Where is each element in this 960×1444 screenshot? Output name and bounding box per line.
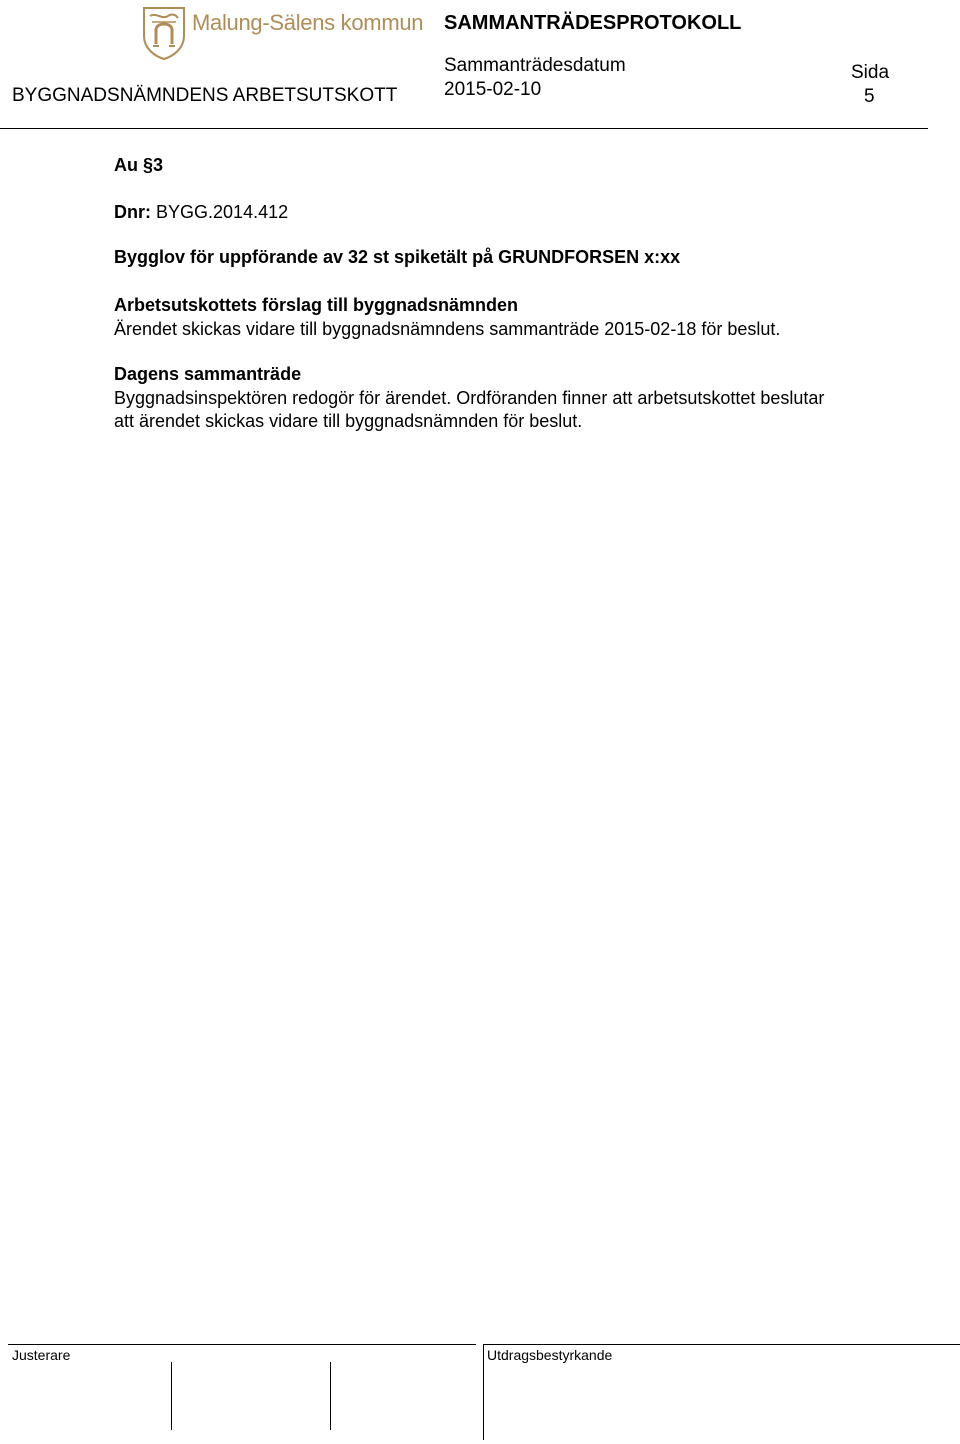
meeting-text-line2: att ärendet skickas vidare till byggnadsnämnden för beslut.	[114, 411, 583, 431]
document-type: SAMMANTRÄDESPROTOKOLL	[444, 12, 742, 34]
footer-divider-left	[8, 1344, 476, 1345]
case-number-value: BYGG.2014.412	[156, 202, 289, 222]
case-subject: Bygglov för uppförande av 32 st spiketält på GRUNDFORSEN x:xx	[114, 247, 681, 267]
meeting-date-value: 2015-02-10	[444, 79, 542, 100]
section-title: Au §3	[114, 155, 164, 175]
page-number: 5	[864, 86, 875, 107]
case-number	[114, 202, 288, 223]
justerare-label: Justerare	[12, 1347, 71, 1363]
meeting-heading: Dagens sammanträde	[114, 364, 302, 384]
footer-center-divider	[483, 1344, 484, 1440]
signature-box-divider	[171, 1362, 172, 1430]
case-number-label: Dnr:	[114, 202, 151, 222]
utdragsbestyrkande-label: Utdragsbestyrkande	[487, 1347, 613, 1363]
footer-divider-right	[483, 1344, 960, 1345]
page-label: Sida	[851, 62, 890, 83]
kommun-logo	[142, 6, 186, 60]
proposal-heading: Arbetsutskottets förslag till byggnadsnämnden	[114, 295, 519, 315]
kommun-name: Malung-Sälens kommun	[192, 10, 424, 35]
meeting-text-line1: Byggnadsinspektören redogör för ärendet. Ordföranden finner att arbetsutskottet beslutar	[114, 388, 825, 408]
header-divider	[0, 128, 928, 129]
meeting-date-label: Sammanträdesdatum	[444, 55, 626, 76]
organization-name: BYGGNADSNÄMNDENS ARBETSUTSKOTT	[12, 85, 398, 106]
proposal-text: Ärendet skickas vidare till byggnadsnämndens sammanträde 2015-02-18 för beslut.	[114, 319, 781, 339]
signature-box-divider	[330, 1362, 331, 1430]
coat-of-arms-icon	[142, 6, 186, 60]
